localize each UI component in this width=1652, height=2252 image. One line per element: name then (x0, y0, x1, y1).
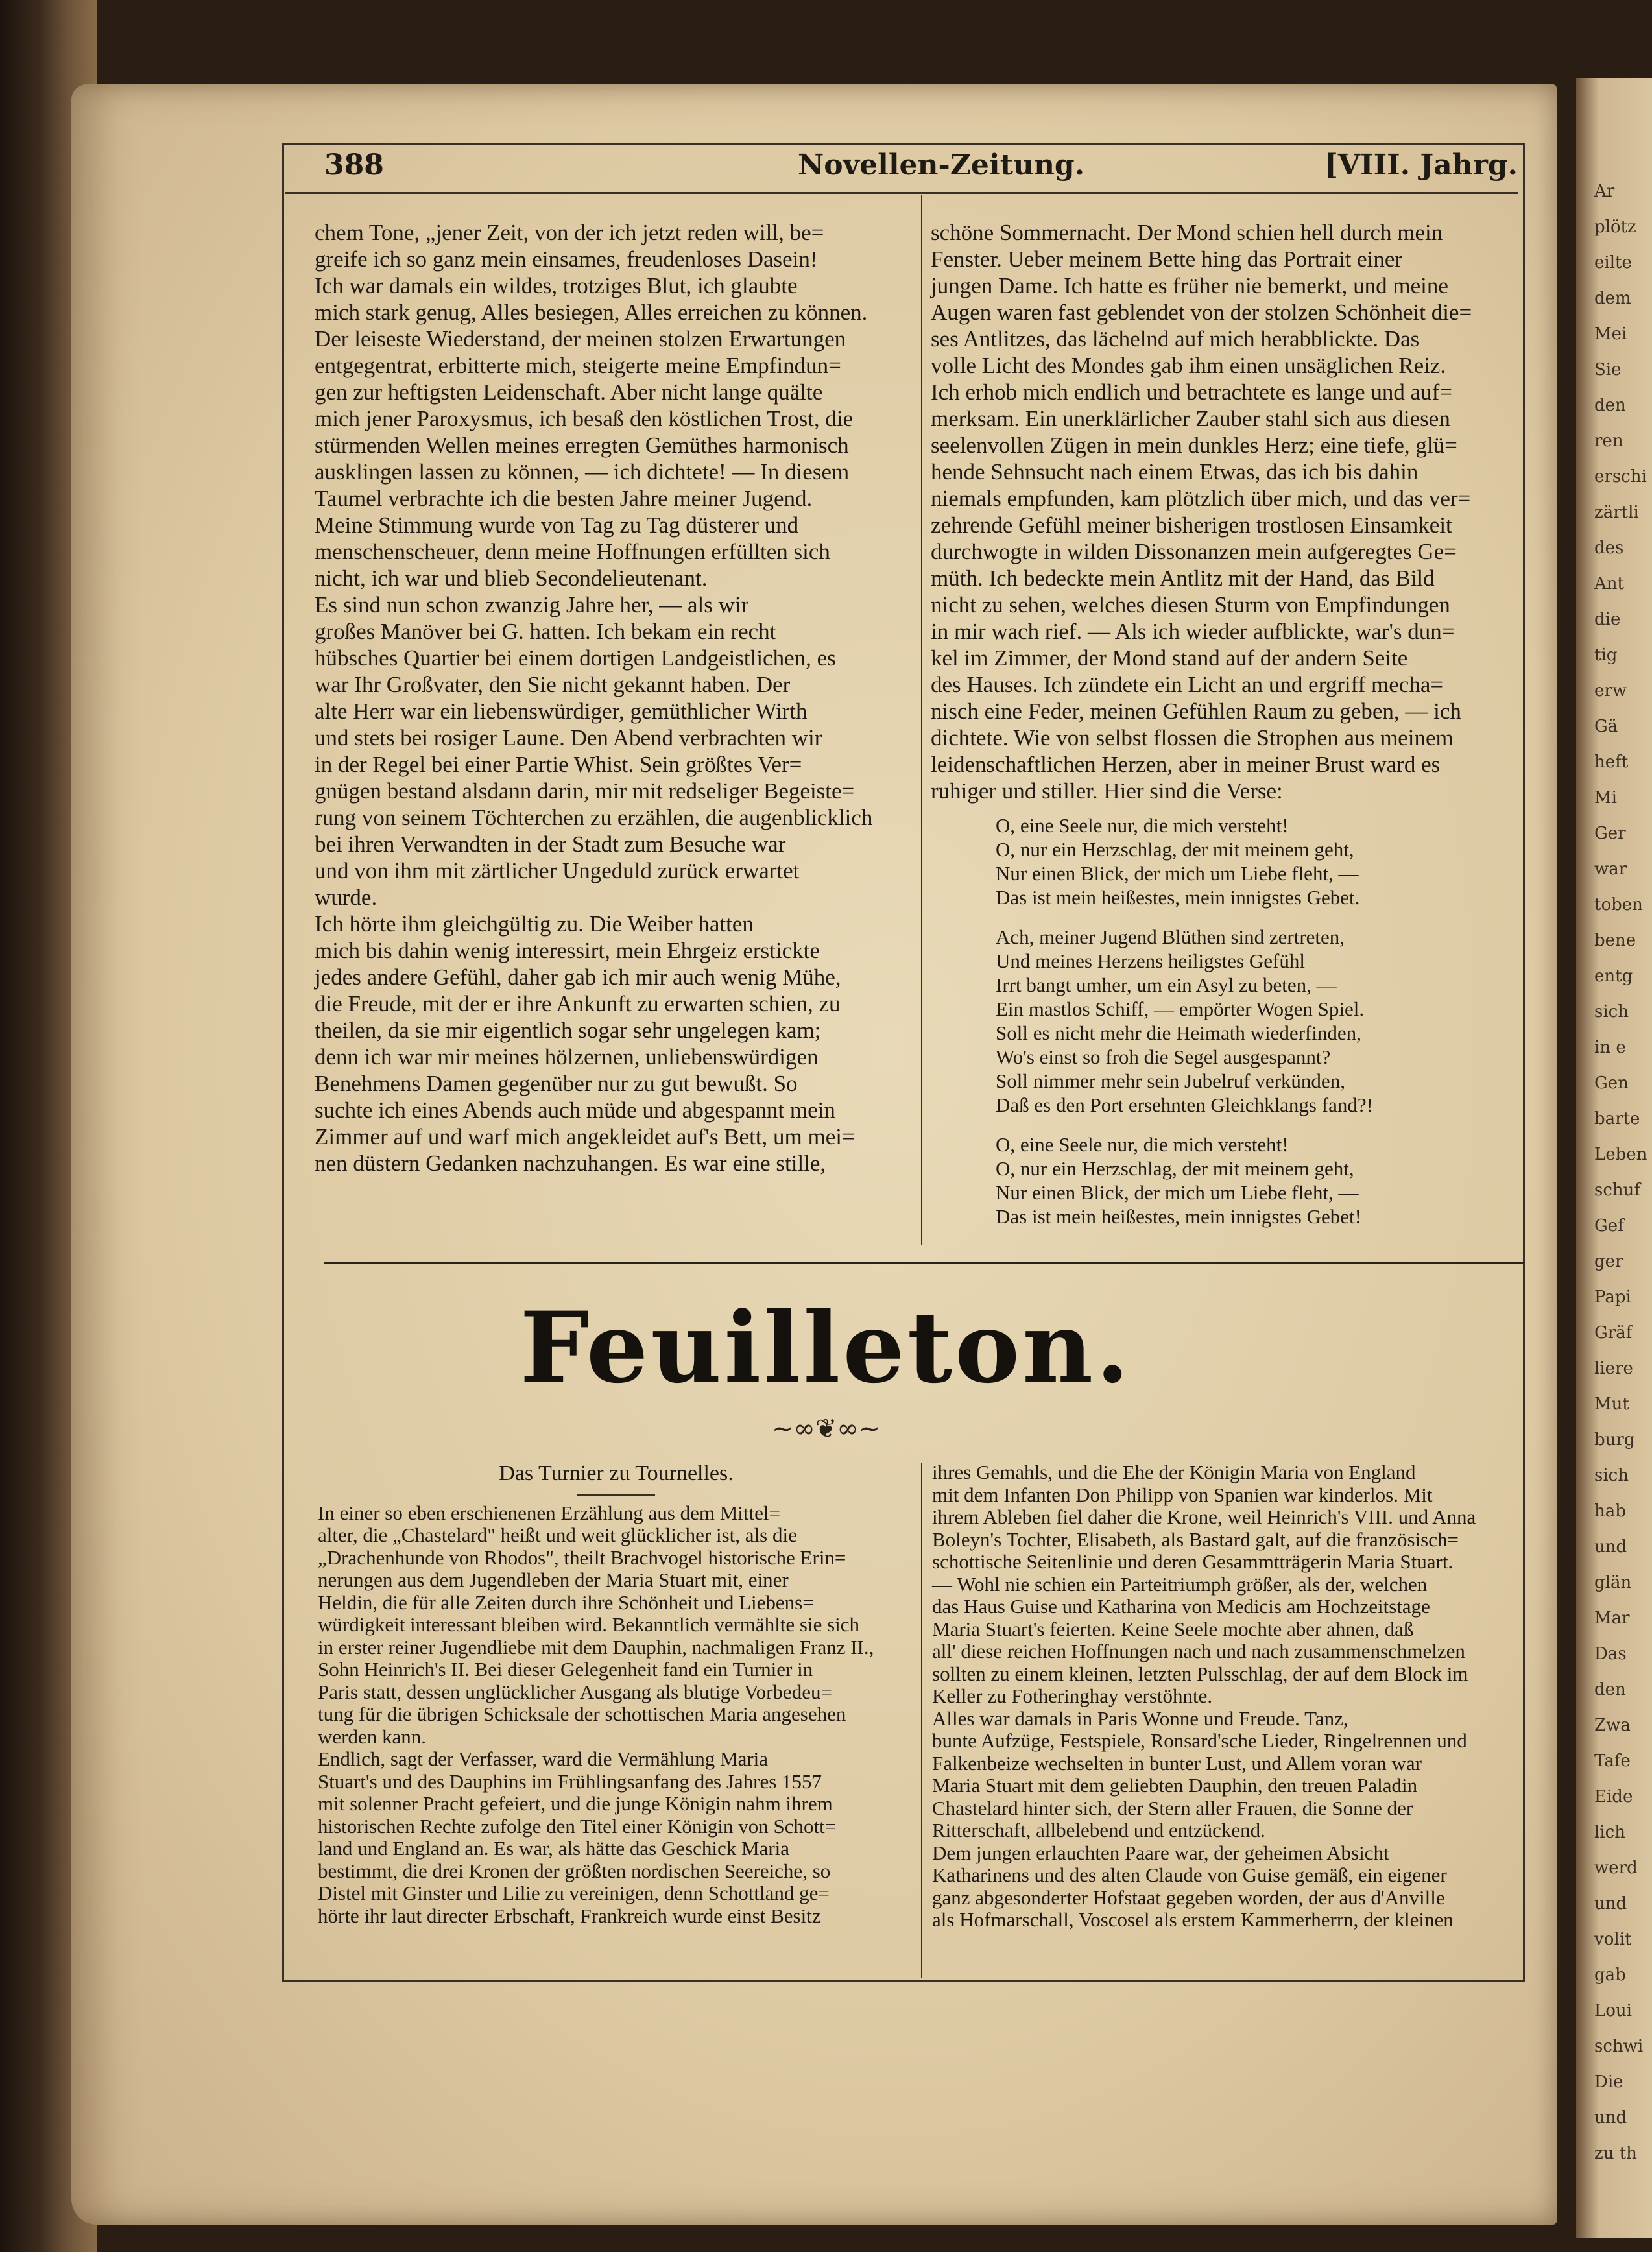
text-line: hübsches Quartier bei einem dortigen Landgeistlichen, es (315, 645, 836, 671)
poem (931, 813, 1514, 1228)
text-line: bei ihren Verwandten in der Stadt zum Besuche war (315, 832, 786, 857)
ornament-divider: ~∞❦∞~ (771, 1414, 881, 1444)
text-line: leidenschaftlichen Herzen, aber in meiner Brust ward es (931, 752, 1441, 777)
text-line: stürmenden Wellen meines erregten Gemüthes harmonisch (315, 433, 849, 458)
text-line: mit solenner Pracht gefeiert, und die junge Königin nahm ihrem (318, 1792, 833, 1815)
text-line: Alles war damals in Paris Wonne und Freude. Tanz, (932, 1707, 1348, 1730)
text-line: jedes andere Gefühl, daher gab ich mir auch wenig Mühe, (315, 964, 841, 990)
poem-stanza (996, 813, 1514, 909)
poem-line: Soll es nicht mehr die Heimath wiederfinden, (996, 1022, 1361, 1044)
facing-page-fragment: sich (1594, 1466, 1629, 1485)
text-line: Ich hörte ihm gleichgültig zu. Die Weiber hatten (315, 911, 754, 937)
text-line: bestimmt, die drei Kronen der größten nordischen Seereiche, so (318, 1859, 831, 1882)
text-line: bunte Aufzüge, Festspiele, Ronsard'sche Lieder, Ringelrennen und (932, 1729, 1467, 1752)
text-line: Ritterschaft, allbelebend und entzückend. (932, 1819, 1265, 1841)
text-line: ihrem Ableben fiel daher die Krone, weil Heinrich's VIII. und Anna (932, 1505, 1476, 1528)
poem-line: Ein mastlos Schiff, — empörter Wogen Spiel. (996, 998, 1365, 1020)
text-line: war Ihr Großvater, den Sie nicht gekannt haben. Der (315, 672, 791, 697)
text-line: durchwogte in wilden Dissonanzen mein aufgeregtes Ge= (931, 539, 1457, 564)
text-line: Endlich, sagt der Verfasser, ward die Vermählung Maria (318, 1747, 769, 1770)
text-line: Maria Stuart mit dem geliebten Dauphin, den treuen Paladin (932, 1774, 1418, 1797)
text-line: mit dem Infanten Don Philipp von Spanien war kinderlos. Mit (932, 1483, 1433, 1506)
feuilleton-heading: Feuilleton. (520, 1291, 1132, 1405)
poem-line: Daß es den Port ersehnten Gleichklangs fand?! (996, 1094, 1373, 1116)
facing-page-fragment: den (1594, 1680, 1626, 1699)
facing-page-fragment: werd (1594, 1858, 1638, 1878)
section-rule (324, 1262, 1524, 1264)
facing-page-fragment: gab (1594, 1965, 1626, 1985)
facing-page-fragment: Mei (1594, 324, 1627, 344)
text-line: suchte ich eines Abends auch müde und abgespannt mein (315, 1097, 835, 1123)
text-line: gnügen bestand alsdann darin, mir mit redseliger Begeiste= (315, 778, 855, 804)
facing-page-fragment: Leben (1594, 1145, 1647, 1164)
text-line: und von ihm mit zärtlicher Ungeduld zurück erwartet (315, 858, 800, 883)
text-line: die Freude, mit der er ihre Ankunft zu erwarten schien, zu (315, 991, 841, 1016)
facing-page-fragment: burg (1594, 1430, 1635, 1450)
text-line: dichtete. Wie von selbst flossen die Strophen aus meinem (931, 725, 1454, 750)
story-right-text (931, 219, 1514, 804)
text-line: Benehmens Damen gegenüber nur zu gut bewußt. So (315, 1071, 798, 1096)
poem-line: Und meines Herzens heiligstes Gefühl (996, 950, 1305, 972)
facing-page-fragment: ren (1594, 431, 1623, 451)
facing-page-fragment: in e (1594, 1038, 1626, 1057)
poem-line: Das ist mein heißestes, mein innigstes Gebet! (996, 1205, 1361, 1228)
text-line: tung für die übrigen Schicksale der schottischen Maria angesehen (318, 1703, 846, 1725)
text-line: volle Licht des Mondes gab ihm einen unsäglichen Reiz. (931, 353, 1446, 378)
facing-page-fragment: Tafe (1594, 1751, 1631, 1771)
facing-page-fragment: und (1594, 2108, 1627, 2127)
feuilleton-column-right (932, 1461, 1516, 1932)
text-line: müth. Ich bedeckte mein Antlitz mit der Hand, das Bild (931, 566, 1435, 591)
text-line: Boleyn's Tochter, Elisabeth, als Bastard galt, auf die französisch= (932, 1527, 1459, 1551)
text-line: als Hofmarschall, Voscosel als erstem Kammerherrn, der kleinen (932, 1908, 1454, 1931)
facing-page-fragment: und (1594, 1537, 1627, 1557)
text-line: hörte ihr laut directer Erbschaft, Frankreich wurde einst Besitz (318, 1904, 821, 1927)
facing-page-fragment: Gä (1594, 717, 1618, 736)
text-line: Stuart's und des Dauphins im Frühlingsanfang des Jahres 1557 (318, 1769, 822, 1793)
facing-page-fragment: barte (1594, 1109, 1640, 1129)
text-line: Distel mit Ginster und Lilie zu vereinigen, denn Schottland ge= (318, 1882, 830, 1904)
facing-page-fragment: eilte (1594, 253, 1632, 272)
text-line: Meine Stimmung wurde von Tag zu Tag düsterer und (315, 512, 799, 538)
feuilleton-column-divider (921, 1463, 922, 1978)
text-line: Heldin, die für alle Zeiten durch ihre Schönheit und Liebens= (318, 1590, 814, 1614)
facing-page-fragment: heft (1594, 752, 1629, 772)
text-line: Keller zu Fotheringhay verstöhnte. (932, 1684, 1213, 1707)
text-line: nerungen aus dem Jugendleben der Maria Stuart mit, einer (318, 1568, 789, 1591)
article-title-rule (577, 1494, 655, 1496)
text-line: Katharinens und des alten Claude von Guise gemäß, ein eigener (932, 1863, 1447, 1886)
facing-page-fragment: Mi (1594, 788, 1617, 808)
facing-page-fragment: erschi (1594, 467, 1647, 486)
facing-page-fragment: die (1594, 610, 1621, 629)
text-line: Ich war damals ein wildes, trotziges Blut, ich glaubte (315, 273, 798, 298)
header-rule (285, 192, 1518, 194)
facing-page-fragment: glän (1594, 1573, 1632, 1592)
poem-stanza (996, 925, 1514, 1117)
text-line: Ich erhob mich endlich und betrachtete es lange und auf= (931, 379, 1453, 405)
facing-page-fragment: war (1594, 859, 1627, 879)
article-title: Das Turnier zu Tournelles. (499, 1461, 734, 1485)
poem-line: O, nur ein Herzschlag, der mit meinem geht, (996, 838, 1354, 861)
text-line: nisch eine Feder, meinen Gefühlen Raum zu geben, — ich (931, 699, 1461, 724)
poem-line: Soll nimmer mehr sein Jubelruf verkünden, (996, 1070, 1345, 1092)
text-line: Paris statt, dessen unglücklicher Ausgang als blutige Vorbedeu= (318, 1680, 832, 1703)
facing-page-fragment: Ar (1594, 182, 1615, 201)
facing-page-fragment: Mut (1594, 1395, 1629, 1414)
text-line: ausklingen lassen zu können, — ich dichtete! — In diesem (315, 459, 850, 485)
facing-page-fragment: ger (1594, 1252, 1623, 1271)
text-line: denn ich war mir meines hölzernen, unliebenswürdigen (315, 1044, 819, 1070)
facing-page-fragment: Eide (1594, 1787, 1633, 1806)
text-line: sollten zu einem kleinen, letzten Pulsschlag, der auf dem Block im (932, 1662, 1468, 1685)
text-line: — Wohl nie schien ein Parteitriumph größer, als der, welchen (932, 1572, 1428, 1596)
text-line: wurde. (315, 885, 377, 910)
text-line: Zimmer auf und warf mich angekleidet auf's Bett, um mei= (315, 1124, 855, 1149)
text-line: Fenster. Ueber meinem Bette hing das Portrait einer (931, 246, 1403, 272)
page-number: 388 (324, 149, 384, 182)
text-line: mich jener Paroxysmus, ich besaß den köstlichen Trost, die (315, 406, 854, 431)
facing-page-fragment: erw (1594, 681, 1627, 701)
text-line: werden kann. (318, 1725, 426, 1748)
feuilleton-left-text (318, 1502, 915, 1928)
facing-page-fragment: des (1594, 538, 1624, 558)
text-line: Maria Stuart's feierten. Keine Seele mochte aber ahnen, daß (932, 1617, 1414, 1640)
story-column-left (315, 219, 911, 1177)
facing-page-fragment: toben (1594, 895, 1643, 915)
text-line: Augen waren fast geblendet von der stolzen Schönheit die= (931, 300, 1472, 325)
text-line: hende Sehnsucht nach einem Etwas, das ich bis dahin (931, 459, 1419, 485)
facing-page-fragment: bene (1594, 931, 1636, 950)
text-line: mich bis dahin wenig interessirt, mein Ehrgeiz erstickte (315, 938, 820, 963)
facing-page-fragment: lich (1594, 1823, 1625, 1842)
facing-page-fragment: Ant (1594, 574, 1624, 593)
facing-page-fragment: Mar (1594, 1609, 1630, 1628)
text-line: gen zur heftigsten Leidenschaft. Aber nicht lange quälte (315, 379, 823, 405)
text-line: zehrende Gefühl meiner bisherigen trostlosen Einsamkeit (931, 512, 1452, 538)
text-line: Falkenbeize wechselten in bunter Lust, und Allem voran war (932, 1751, 1422, 1775)
text-line: Chastelard hinter sich, der Stern aller Frauen, die Sonne der (932, 1796, 1413, 1819)
poem-line: O, eine Seele nur, die mich versteht! (996, 1133, 1289, 1156)
column-divider (921, 195, 922, 1245)
text-line: in mir wach rief. — Als ich wieder aufblickte, war's dun= (931, 619, 1455, 644)
poem-stanza (996, 1132, 1514, 1228)
facing-page-fragment: Sie (1594, 360, 1622, 379)
text-line: alte Herr war ein liebenswürdiger, gemüthlicher Wirth (315, 699, 808, 724)
text-line: entgegentrat, erbitterte mich, steigerte meine Empfindun= (315, 353, 841, 378)
text-line: chem Tone, „jener Zeit, von der ich jetzt reden will, be= (315, 220, 824, 245)
poem-line: Das ist mein heißestes, mein innigstes Gebet. (996, 886, 1360, 909)
text-line: Dem jungen erlauchten Paare war, der geheimen Absicht (932, 1841, 1389, 1864)
text-line: Sohn Heinrich's II. Bei dieser Gelegenheit fand ein Turnier in (318, 1658, 813, 1681)
text-line: historischen Rechte zufolge den Titel einer Königin von Schott= (318, 1814, 837, 1838)
text-line: menschenscheuer, denn meine Hoffnungen erfüllten sich (315, 539, 830, 564)
facing-page-fragment: zu th (1594, 2144, 1637, 2163)
facing-page-fragment: Das (1594, 1644, 1627, 1664)
text-line: jungen Dame. Ich hatte es früher nie bemerkt, und meine (931, 273, 1448, 298)
facing-page-fragment: zärtli (1594, 503, 1639, 522)
facing-page-fragment: und (1594, 1894, 1627, 1913)
facing-page-fragment: Gef (1594, 1216, 1624, 1236)
facing-page-fragment: liere (1594, 1359, 1633, 1378)
text-line: großes Manöver bei G. hatten. Ich bekam ein recht (315, 619, 776, 644)
text-line: seelenvollen Zügen in mein dunkles Herz; eine tiefe, glü= (931, 433, 1457, 458)
text-line: ganz abgesonderter Hofstaat gegeben worden, der aus d'Anville (932, 1886, 1445, 1909)
facing-page-fragment: Ger (1594, 824, 1626, 843)
feuilleton-column-left (318, 1463, 915, 1927)
text-line: ihres Gemahls, und die Ehe der Königin Maria von England (932, 1461, 1416, 1483)
facing-page-fragment: schuf (1594, 1180, 1641, 1200)
text-line: nen düstern Gedanken nachzuhangen. Es war eine stille, (315, 1151, 826, 1176)
text-line: in erster reiner Jugendliebe mit dem Dauphin, nachmaligen Franz II., (318, 1635, 874, 1659)
text-line: „Drachenhunde von Rhodos", theilt Brachvogel historische Erin= (318, 1546, 846, 1569)
text-line: nicht zu sehen, welches diesen Sturm von Empfindungen (931, 592, 1450, 617)
text-line: rung von seinem Töchterchen zu erzählen, die augenblicklich (315, 805, 873, 830)
text-line: ses Antlitzes, das lächelnd auf mich herabblickte. Das (931, 326, 1420, 352)
facing-page-fragment: den (1594, 396, 1626, 415)
story-column-right (931, 219, 1514, 1244)
text-line: all' diese reichen Hoffnungen nach und nach zusammenschmelzen (932, 1640, 1465, 1662)
facing-page-fragment: sich (1594, 1002, 1629, 1022)
text-line: schöne Sommernacht. Der Mond schien hell durch mein (931, 220, 1443, 245)
text-line: niemals empfunden, kam plötzlich über mich, und das ver= (931, 486, 1471, 511)
facing-page-fragment: entg (1594, 966, 1633, 986)
text-line: ruhiger und stiller. Hier sind die Verse: (931, 778, 1283, 804)
poem-line: Nur einen Blick, der mich um Liebe fleht, — (996, 862, 1359, 885)
text-line: des Hauses. Ich zündete ein Licht an und ergriff mecha= (931, 672, 1444, 697)
text-line: Der leiseste Wiederstand, der meinen stolzen Erwartungen (315, 326, 846, 352)
text-line: theilen, da sie mir eigentlich sogar sehr ungelegen kam; (315, 1018, 821, 1043)
facing-page-fragment: dem (1594, 289, 1631, 308)
facing-page-fragment: plötz (1594, 217, 1636, 237)
facing-page-fragment: volit (1594, 1930, 1632, 1949)
poem-line: Wo's einst so froh die Segel ausgespannt? (996, 1046, 1331, 1068)
facing-page-edge (1576, 78, 1652, 2238)
facing-page-fragment: hab (1594, 1502, 1626, 1521)
facing-page-fragment: Die (1594, 2072, 1623, 2092)
facing-page-fragment: Gen (1594, 1073, 1629, 1093)
poem-line: O, nur ein Herzschlag, der mit meinem geht, (996, 1157, 1354, 1180)
text-line: merksam. Ein unerklärlicher Zauber stahl sich aus diesen (931, 406, 1450, 431)
text-line: In einer so eben erschienenen Erzählung aus dem Mittel= (318, 1501, 780, 1524)
text-line: schottische Seitenlinie und deren Gesammtträgerin Maria Stuart. (932, 1550, 1454, 1573)
text-line: Es sind nun schon zwanzig Jahre her, — als wir (315, 592, 749, 617)
text-line: das Haus Guise und Katharina von Medicis am Hochzeitstage (932, 1595, 1430, 1618)
journal-title: Novellen-Zeitung. (798, 149, 1085, 182)
text-line: alter, die „Chastelard" heißt und weit glücklicher ist, als die (318, 1524, 797, 1546)
text-line: Taumel verbrachte ich die besten Jahre meiner Jugend. (315, 486, 813, 511)
facing-page-fragment: Loui (1594, 2001, 1632, 2020)
facing-page-fragment: Gräf (1594, 1323, 1633, 1343)
text-line: mich stark genug, Alles besiegen, Alles erreichen zu können. (315, 300, 868, 325)
facing-page-fragment: Papi (1594, 1288, 1631, 1307)
text-line: und stets bei rosiger Laune. Den Abend verbrachten wir (315, 725, 822, 750)
text-line: würdigkeit interessant bleiben wird. Bekanntlich vermählte sie sich (318, 1613, 860, 1636)
poem-line: Ach, meiner Jugend Blüthen sind zertreten, (996, 926, 1345, 948)
text-line: kel im Zimmer, der Mond stand auf der andern Seite (931, 645, 1408, 671)
text-line: land und England an. Es war, als hätte das Geschick Maria (318, 1837, 790, 1860)
poem-line: O, eine Seele nur, die mich versteht! (996, 814, 1289, 837)
poem-line: Nur einen Blick, der mich um Liebe fleht, — (996, 1181, 1359, 1204)
facing-page-fragment: schwi (1594, 2037, 1644, 2056)
facing-page-fragment: Zwa (1594, 1716, 1631, 1735)
volume-label: [VIII. Jahrg. (1324, 149, 1518, 182)
text-line: greife ich so ganz mein einsames, freudenloses Dasein! (315, 246, 818, 272)
poem-line: Irrt bangt umher, um ein Asyl zu beten, — (996, 974, 1337, 996)
running-header (305, 146, 1518, 191)
text-line: in der Regel bei einer Partie Whist. Sein größtes Ver= (315, 752, 802, 777)
facing-page-fragment: tig (1594, 645, 1618, 665)
text-line: nicht, ich war und blieb Secondelieutenant. (315, 566, 708, 591)
